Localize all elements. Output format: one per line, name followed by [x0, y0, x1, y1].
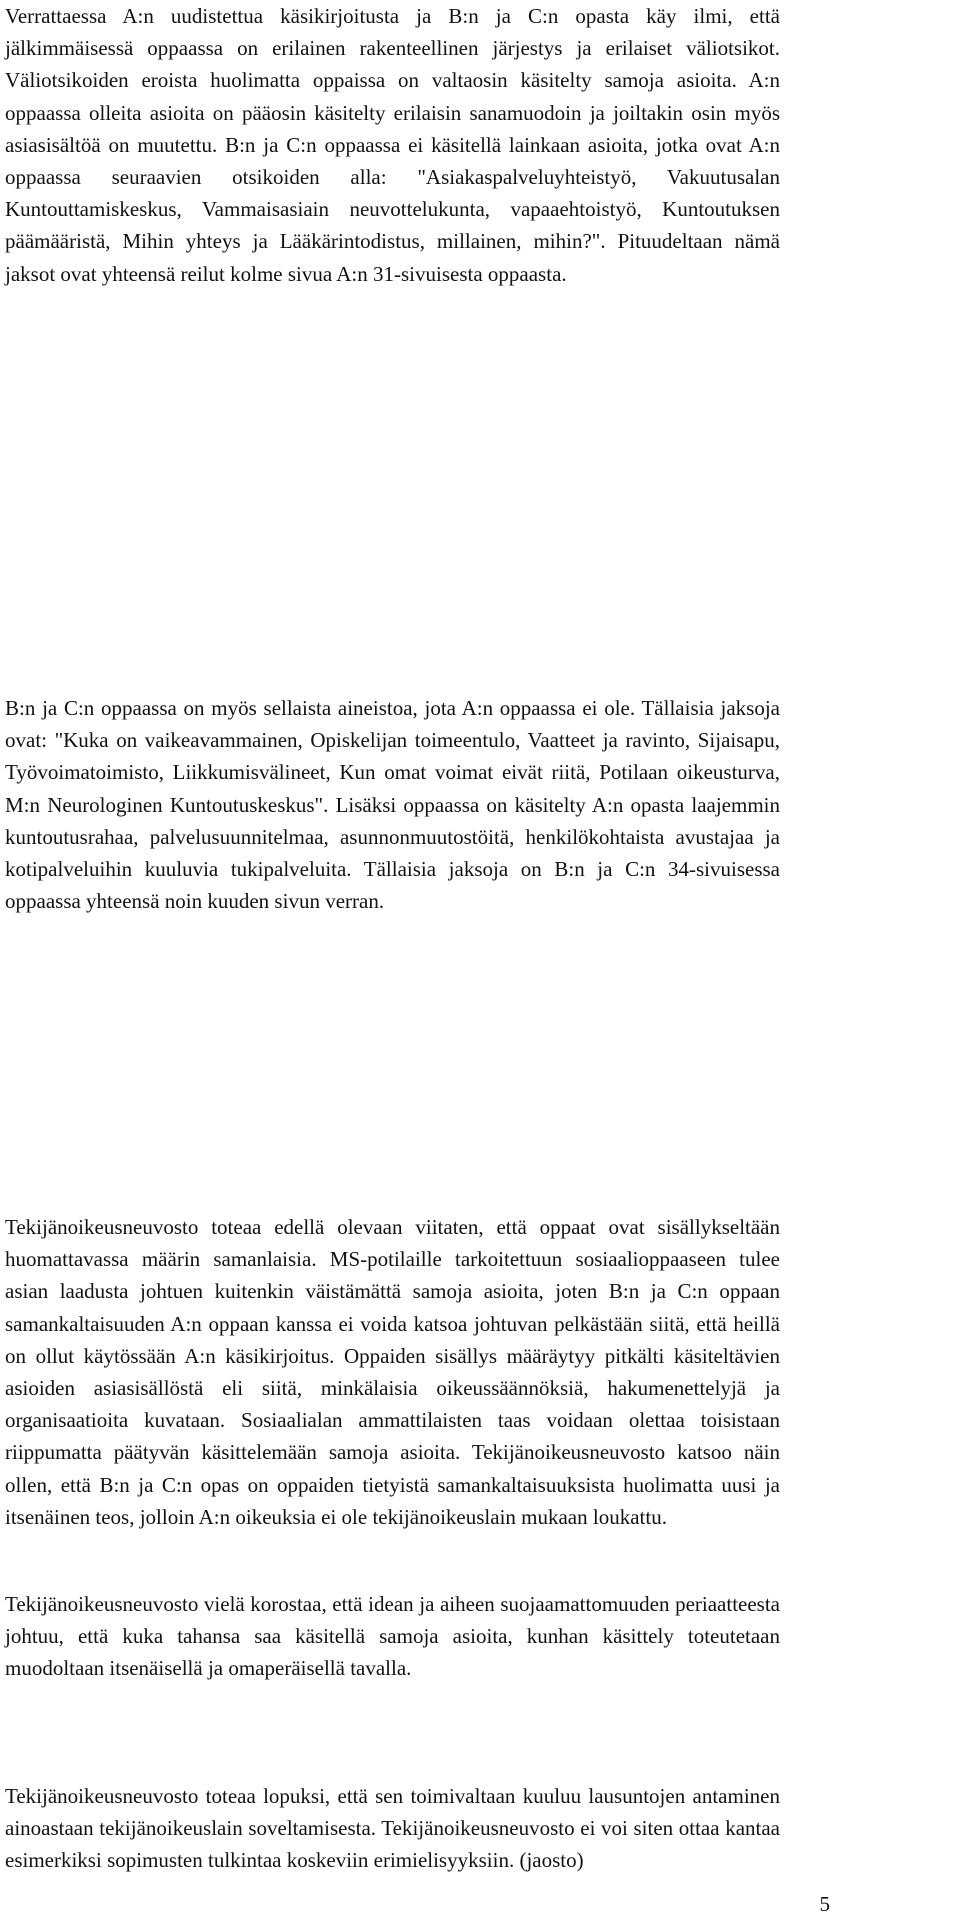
- paragraph-competence-note: Tekijänoikeusneuvosto toteaa lopuksi, että sen toimivaltaan kuuluu lausuntojen antaminen ainoastaan tekijänoikeuslain soveltamisesta. Tekijänoikeusneuvosto ei voi siten ottaa kantaa esimerkiksi sopimusten tulkintaa koskeviin erimielisyyksiin. (jaosto): [5, 1784, 780, 1873]
- paragraph-additional-material: B:n ja C:n oppaassa on myös sellaista aineistoa, jota A:n oppaassa ei ole. Tällaisia jaksoja ovat: "Kuka on vaikeavammainen, Opiskelijan toimeentulo, Vaatteet ja ravinto, Sijaisapu, Työvoimatoimisto, Liikkumisvälineet, Kun omat voimat eivät riitä, Potilaan oikeusturva, M:n Neurologinen Kuntoutuskeskus". Lisäksi oppaassa on käsitelty A:n opasta laajemmin kuntoutusrahaa, palvelusuunnitelmaa, asunnonmuutostöitä, henkilökohtaista avustajaa ja kotipalveluihin kuuluvia tukipalveluita. Tällaisia jaksoja on B:n ja C:n 34-sivuisessa oppaassa yhteensä noin kuuden sivun verran.: [5, 696, 780, 914]
- paragraph-idea-protection: Tekijänoikeusneuvosto vielä korostaa, että idean ja aiheen suojaamattomuuden periaatteesta johtuu, että kuka tahansa saa käsitellä samoja asioita, kunhan käsittely toteutetaan muodoltaan itsenäisellä ja omaperäisellä tavalla.: [5, 1592, 780, 1681]
- paragraph-council-assessment: Tekijänoikeusneuvosto toteaa edellä olevaan viitaten, että oppaat ovat sisällykseltään huomattavassa määrin samanlaisia. MS-potilaille tarkoitettuun sosiaalioppaaseen tulee asian laadusta johtuen kuitenkin väistämättä samoja asioita, joten B:n ja C:n oppaan samankaltaisuuden A:n oppaan kanssa ei voida katsoa johtuvan pelkästään siitä, että heillä on ollut käytössään A:n käsikirjoitus. Oppaiden sisällys määräytyy pitkälti käsiteltävien asioiden asiasisällöstä eli siitä, minkälaisia oikeussäännöksiä, hakumenettelyjä ja organisaatioita kuvataan. Sosiaalialan ammattilaisten taas voidaan olettaa toisistaan riippumatta päätyvän käsittelemään samoja asioita. Tekijänoikeusneuvosto katsoo näin ollen, että B:n ja C:n opas on oppaiden tietyistä samankaltaisuuksista huolimatta uusi ja itsenäinen teos, jolloin A:n oikeuksia ei ole tekijänoikeuslain mukaan loukattu.: [5, 1215, 780, 1529]
- page-number: 5: [819, 1892, 830, 1916]
- paragraph-comparison-structure: Verrattaessa A:n uudistettua käsikirjoitusta ja B:n ja C:n opasta käy ilmi, että jälkimmäisessä oppaassa on erilainen rakenteellinen järjestys ja erilaiset väliotsikot. Väliotsikoiden eroista huolimatta oppaissa on valtaosin käsitelty samoja asioita. A:n oppaassa olleita asioita on pääosin käsitelty erilaisin sanamuodoin ja joiltakin osin myös asiasisältöä on muutettu. B:n ja C:n oppaassa ei käsitellä lainkaan asioita, jotka ovat A:n oppaassa seuraavien otsikoiden alla: "Asiakaspalveluyhteistyö, Vakuutusalan Kuntouttamiskeskus, Vammaisasiain neuvottelukunta, vapaaehtoistyö, Kuntoutuksen päämääristä, Mihin yhteys ja Lääkärintodistus, millainen, mihin?". Pituudeltaan nämä jaksot ovat yhteensä reilut kolme sivua A:n 31-sivuisesta oppaasta.: [5, 4, 780, 286]
